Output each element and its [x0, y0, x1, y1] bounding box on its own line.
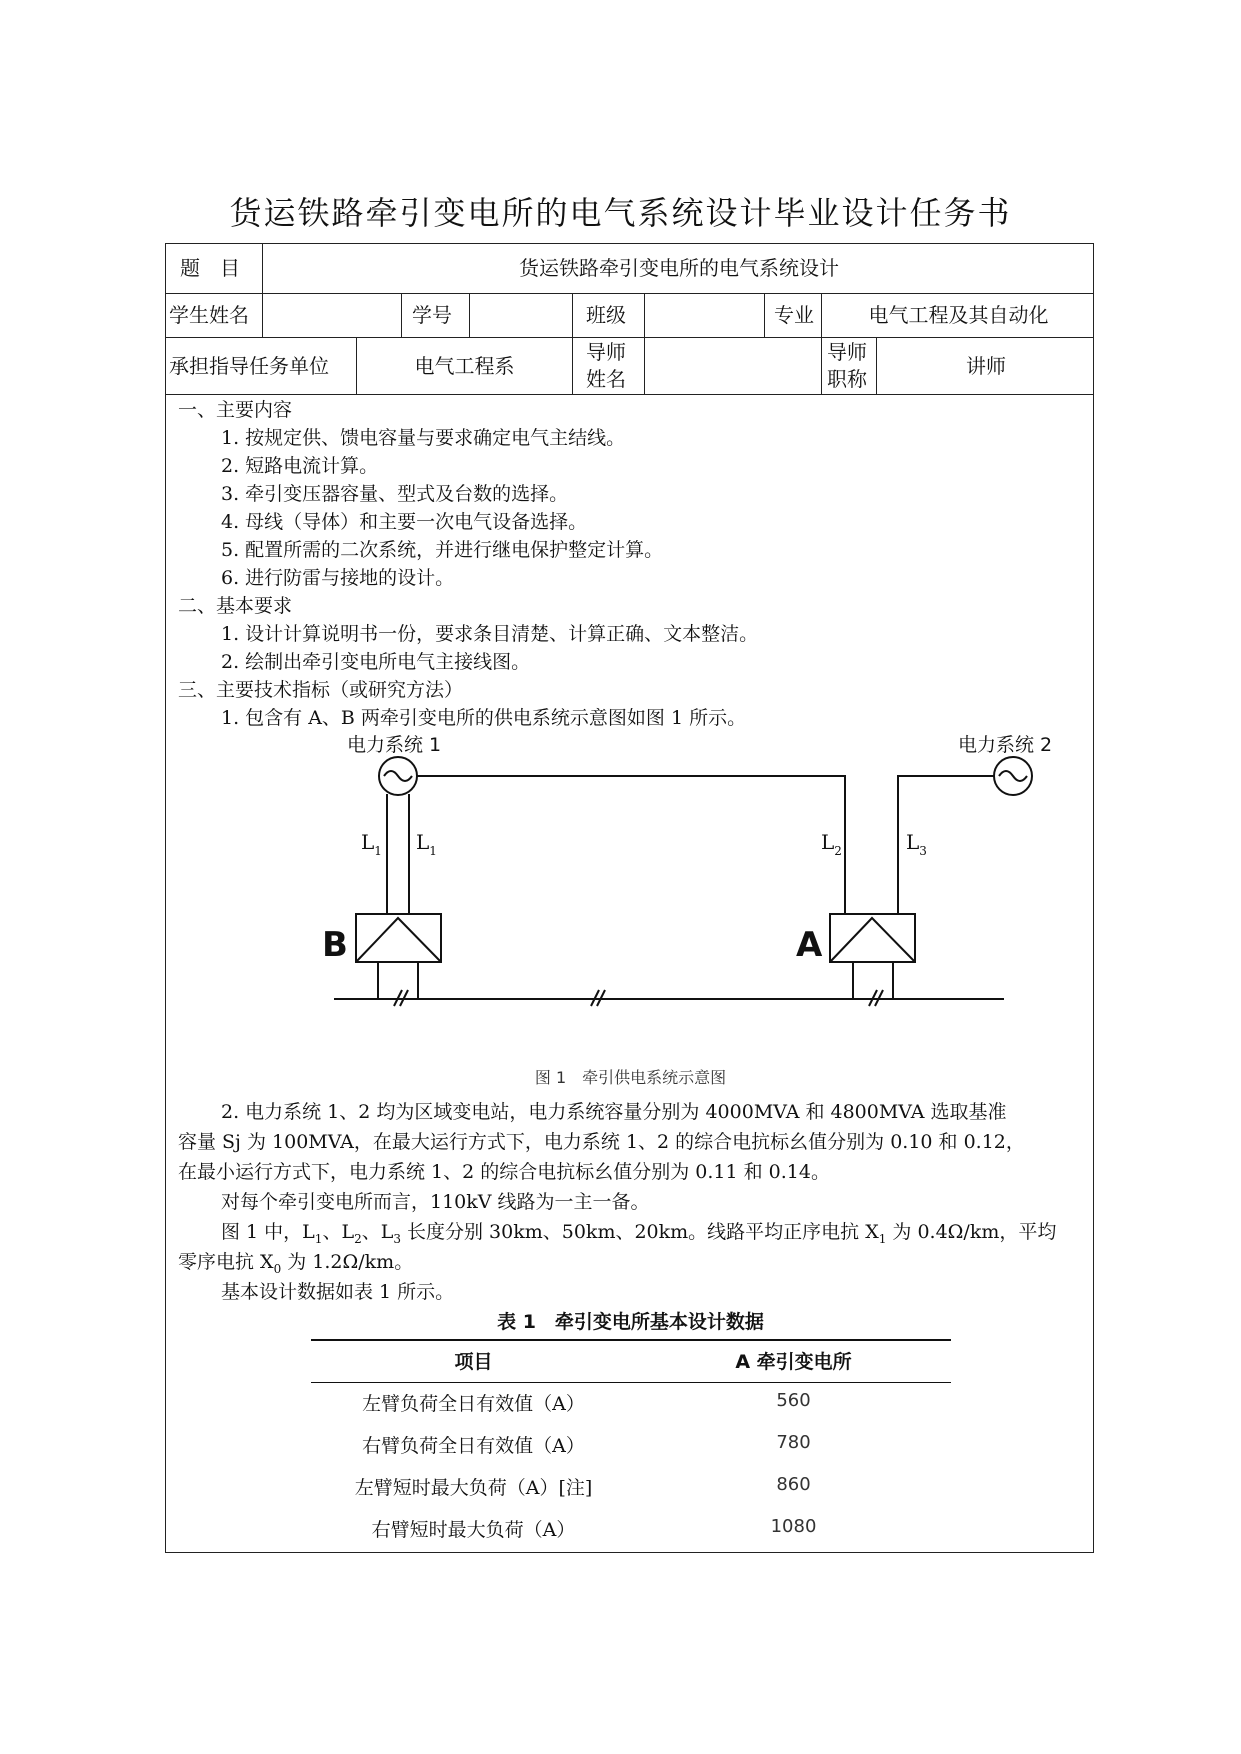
- ac-wave-icon: [999, 771, 1027, 781]
- advisor-title-label-1: 导师: [827, 340, 867, 364]
- power-supply-diagram: [316, 734, 1053, 1034]
- class-label: 班级: [586, 303, 626, 327]
- label-l3: $L_3$: [906, 830, 927, 858]
- paragraph-line: 图 1 中，$L_1$、$L_2$、$L_3$ 长度分别 30km、50km、20km。线路平均正序电抗 $X_1$ 为 0.4Ω/km，平均: [221, 1221, 1057, 1246]
- label-b: B: [322, 925, 348, 965]
- advisor-title-label-2: 职称: [827, 367, 867, 391]
- col-divider: [644, 293, 645, 337]
- topic-label: 题 目: [180, 256, 240, 280]
- major-label: 专业: [774, 303, 814, 327]
- table-cell-item: 右臂短时最大负荷（A）: [371, 1519, 576, 1541]
- section1-item: 1. 按规定供、馈电容量与要求确定电气主结线。: [221, 427, 626, 449]
- label-l1-right: $L_1$: [416, 830, 437, 858]
- substation-b-icon: [356, 914, 441, 962]
- section3-heading: 三、主要技术指标（或研究方法）: [178, 679, 464, 701]
- paragraph-line: 2. 电力系统 1、2 均为区域变电站，电力系统容量分别为 4000MVA 和 4800MVA 选取基准: [221, 1101, 1007, 1123]
- paragraph-line: 在最小运行方式下，电力系统 1、2 的综合电抗标幺值分别为 0.11 和 0.14。: [178, 1161, 830, 1183]
- label-power-system-2: 电力系统 2: [958, 734, 1053, 756]
- table-header-item: 项目: [454, 1351, 493, 1373]
- label-a: A: [796, 925, 823, 965]
- col-divider: [764, 293, 765, 337]
- advisor-name-label-1: 导师: [586, 340, 626, 364]
- substation-a-icon: [830, 914, 915, 962]
- col-divider: [401, 293, 402, 337]
- task-form: [165, 243, 1094, 1553]
- section1-item: 3. 牵引变压器容量、型式及台数的选择。: [221, 483, 569, 505]
- col-divider: [572, 337, 573, 394]
- table-top-rule: [311, 1339, 951, 1341]
- major-value: 电气工程及其自动化: [868, 303, 1049, 327]
- figure-caption: 图 1 牵引供电系统示意图: [534, 1068, 727, 1087]
- section3-item1: 1. 包含有 A、B 两牵引变电所的供电系统示意图如图 1 所示。: [221, 707, 747, 729]
- table-header-value: A 牵引变电所: [735, 1351, 852, 1373]
- row-divider: [166, 337, 1093, 338]
- col-divider: [572, 293, 573, 337]
- table-cell-item: 左臂负荷全日有效值（A）: [362, 1393, 585, 1415]
- paragraph-line: 容量 Sj 为 100MVA，在最大运行方式下，电力系统 1、2 的综合电抗标幺值分别为 0.10 和 0.12，: [178, 1131, 1025, 1153]
- row-divider: [166, 394, 1093, 395]
- col-divider: [469, 293, 470, 337]
- table-cell-value: 560: [776, 1390, 811, 1411]
- paragraph-line: 基本设计数据如表 1 所示。: [221, 1281, 455, 1303]
- label-l2: $L_2$: [821, 830, 842, 858]
- col-divider: [262, 293, 263, 337]
- topic-value: 货运铁路牵引变电所的电气系统设计: [519, 256, 839, 280]
- section1-item: 6. 进行防雷与接地的设计。: [221, 567, 455, 589]
- paragraph-line: 零序电抗 $X_0$ 为 1.2Ω/km。: [178, 1251, 414, 1276]
- section1-item: 5. 配置所需的二次系统，并进行继电保护整定计算。: [221, 539, 664, 561]
- advisor-title-value: 讲师: [966, 354, 1006, 378]
- section2-heading: 二、基本要求: [178, 595, 293, 617]
- label-l1-left: $L_1$: [361, 830, 382, 858]
- table-header-rule: [311, 1382, 951, 1383]
- section1-item: 2. 短路电流计算。: [221, 455, 379, 477]
- table-title: 表 1 牵引变电所基本设计数据: [497, 1311, 764, 1333]
- col-divider: [821, 337, 822, 394]
- label-power-system-1: 电力系统 1: [347, 734, 442, 756]
- paragraph-line: 对每个牵引变电所而言，110kV 线路为一主一备。: [221, 1191, 650, 1213]
- table-cell-value: 1080: [770, 1516, 817, 1537]
- row-divider: [166, 293, 1093, 294]
- table-cell-value: 780: [776, 1432, 811, 1453]
- line-l2: [417, 776, 845, 914]
- document-title: 货运铁路牵引变电所的电气系统设计毕业设计任务书: [229, 194, 1012, 232]
- ac-wave-icon: [384, 771, 412, 781]
- col-divider: [644, 337, 645, 394]
- section2-item: 1. 设计计算说明书一份，要求条目清楚、计算正确、文本整洁。: [221, 623, 759, 645]
- unit-value: 电气工程系: [414, 354, 515, 378]
- section1-heading: 一、主要内容: [178, 399, 293, 421]
- table-cell-value: 860: [776, 1474, 811, 1495]
- advisor-name-label-2: 姓名: [586, 367, 626, 391]
- section2-item: 2. 绘制出牵引变电所电气主接线图。: [221, 651, 531, 673]
- student-name-label: 学生姓名: [169, 303, 249, 327]
- table-cell-item: 左臂短时最大负荷（A）[注]: [354, 1477, 593, 1499]
- section1-item: 4. 母线（导体）和主要一次电气设备选择。: [221, 511, 588, 533]
- unit-label: 承担指导任务单位: [169, 354, 329, 378]
- student-id-label: 学号: [412, 303, 452, 327]
- table-cell-item: 右臂负荷全日有效值（A）: [362, 1435, 585, 1457]
